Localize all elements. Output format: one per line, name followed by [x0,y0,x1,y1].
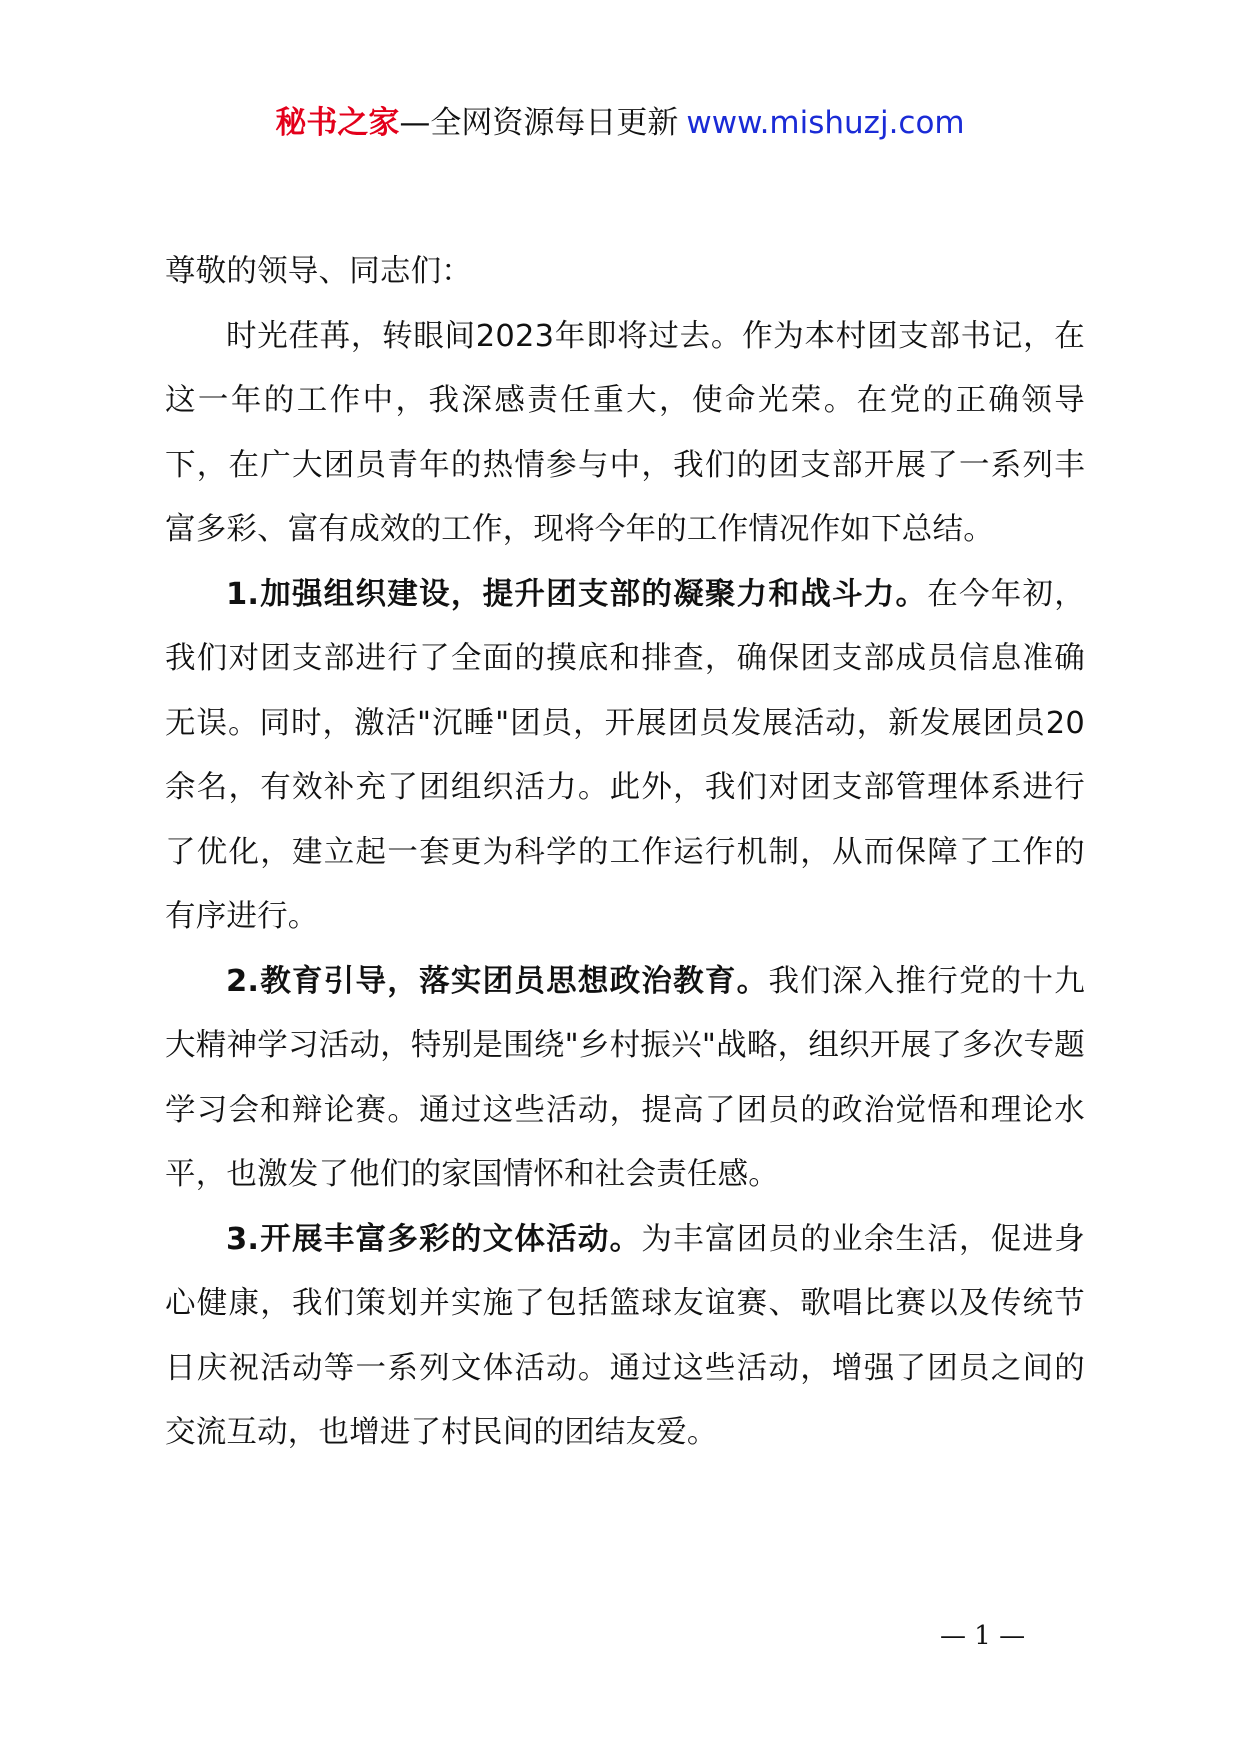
brand-name: 秘书之家 [275,105,400,141]
section-heading-1: 1.加强组织建设，提升团支部的凝聚力和战斗力。 [226,576,928,612]
intro-paragraph: 时光荏苒，转眼间2023年即将过去。作为本村团支部书记，在这一年的工作中，我深感责任重大，使命光荣。在党的正确领导下，在广大团员青年的热情参与中，我们的团支部开展了一系列丰富多彩、富有成效的工作，现将今年的工作情况作如下总结。 [165,318,1085,547]
section-heading-3: 3.开展丰富多彩的文体活动。 [226,1221,642,1257]
section-body-2: 我们深入推行党的十九大精神学习活动，特别是围绕"乡村振兴"战略，组织开展了多次专题学习会和辩论赛。通过这些活动，提高了团员的政治觉悟和理论水平，也激发了他们的家国情怀和社会责任感。 [165,963,1085,1192]
document-body [165,240,1085,1466]
section-paragraph-3 [165,1208,1085,1466]
page-number: — 1 — [940,1621,1026,1651]
header-tagline: —全网资源每日更新 [399,105,679,141]
section-heading-2: 2.教育引导，落实团员思想政治教育。 [226,963,769,999]
site-url-link[interactable]: www.mishuzj.com [686,105,965,141]
site-header [0,101,1240,145]
section-paragraph-2 [165,950,1085,1208]
section-body-3: 为丰富团员的业余生活，促进身心健康，我们策划并实施了包括篮球友谊赛、歌唱比赛以及传统节日庆祝活动等一系列文体活动。通过这些活动，增强了团员之间的交流互动，也增进了村民间的团结友爱。 [165,1221,1085,1450]
section-body-1: 在今年初，我们对团支部进行了全面的摸底和排查，确保团支部成员信息准确无误。同时，激活"沉睡"团员，开展团员发展活动，新发展团员20余名，有效补充了团组织活力。此外，我们对团支部管理体系进行了优化，建立起一套更为科学的工作运行机制，从而保障了工作的有序进行。 [165,576,1085,934]
salutation: 尊敬的领导、同志们： [165,254,472,289]
section-paragraph-1 [165,563,1085,950]
